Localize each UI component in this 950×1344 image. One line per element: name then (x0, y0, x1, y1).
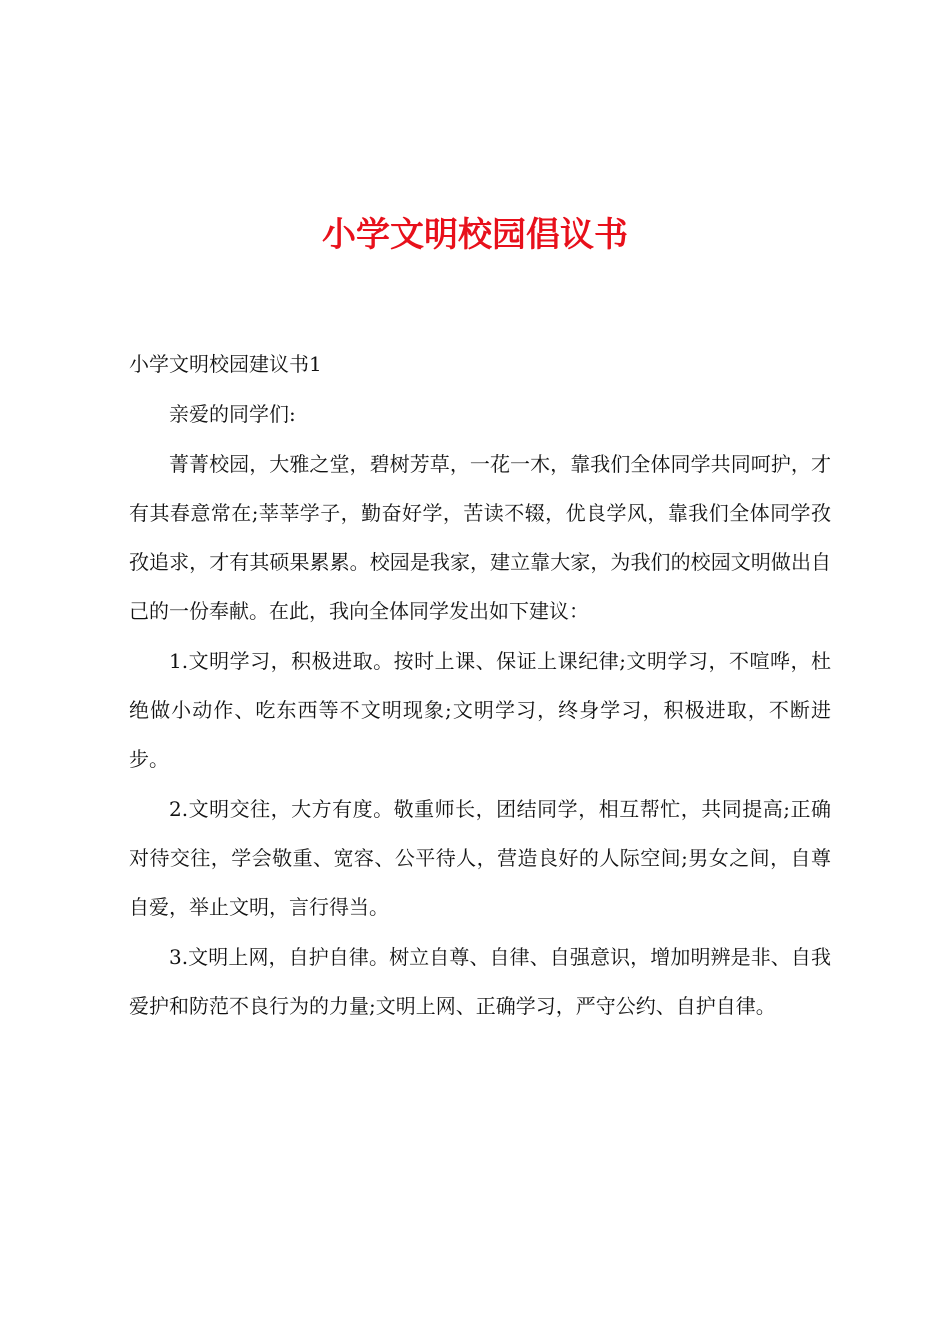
paragraph-item-3: 3.文明上网，自护自律。树立自尊、自律、自强意识，增加明辨是非、自我爱护和防范不良行为的力量;文明上网、正确学习，严守公约、自护自律。 (129, 945, 831, 1018)
paragraph-item-2: 2.文明交往，大方有度。敬重师长，团结同学，相互帮忙，共同提高;正确对待交往，学会敬重、宽容、公平待人，营造良好的人际空间;男女之间，自尊自爱，举止文明，言行得当。 (129, 797, 831, 919)
paragraph-item-1: 1.文明学习，积极进取。按时上课、保证上课纪律;文明学习，不喧哗，杜绝做小动作、吃东西等不文明现象;文明学习，终身学习，积极进取，不断进步。 (129, 649, 831, 771)
salutation: 亲爱的同学们: (169, 402, 296, 426)
paragraph-intro: 菁菁校园，大雅之堂，碧树芳草，一花一木，靠我们全体同学共同呵护，才有其春意常在;莘莘学子，勤奋好学，苦读不辍，优良学风，靠我们全体同学孜孜追求，才有其硕果累累。校园是我家，建立靠大家，为我们的校园文明做出自己的一份奉献。在此，我向全体同学发出如下建议： (129, 452, 831, 623)
document-subtitle: 小学文明校园建议书1 (129, 352, 322, 376)
document-body (129, 340, 831, 1032)
document-title: 小学文明校园倡议书 (322, 215, 628, 255)
